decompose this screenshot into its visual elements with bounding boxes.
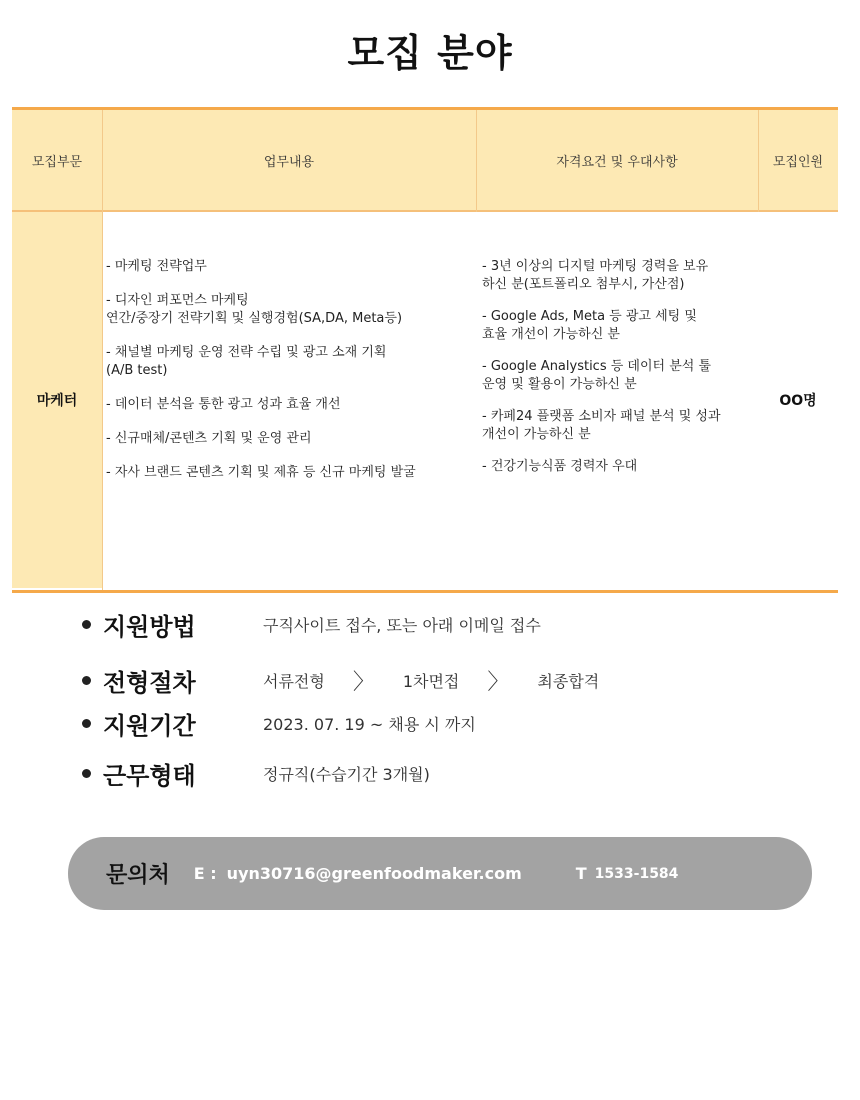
header-duties: 업무내용	[263, 154, 315, 170]
duty-item: - 자사 브랜드 콘텐츠 기획 및 제휴 등 신규 마케팅 발굴	[106, 465, 416, 480]
qualifications-cell	[482, 258, 762, 490]
email-key: E :	[193, 864, 217, 883]
info-process	[82, 663, 599, 698]
contact-bar	[68, 837, 812, 910]
bullet-icon	[82, 620, 91, 629]
qualification-item: - 카페24 플랫폼 소비자 패널 분석 및 성과 개선이 가능하신 분	[482, 409, 721, 442]
process-step: 최종합격	[537, 672, 600, 691]
page-title: 모집 분야	[347, 31, 513, 75]
headcount-cell: OO명	[779, 393, 817, 409]
duty-item: - 마케팅 전략업무	[106, 259, 207, 274]
info-label: 근무형태	[103, 762, 196, 790]
info-value: 2023. 07. 19 ~ 채용 시 까지	[263, 715, 476, 734]
bullet-icon	[82, 769, 91, 778]
duties-cell	[106, 258, 476, 498]
qualification-item: - 3년 이상의 디지털 마케팅 경력을 보유 하신 분(포트폴리오 첨부시, 가산점)	[482, 259, 709, 292]
duty-item: - 데이터 분석을 통한 광고 성과 효율 개선	[106, 397, 341, 412]
table-body-row	[12, 212, 838, 588]
header-headcount: 모집인원	[772, 154, 824, 170]
process-step: 1차면접	[402, 672, 460, 691]
info-period	[82, 706, 476, 741]
info-label: 전형절차	[103, 669, 196, 697]
department-cell: 마케터	[36, 393, 78, 409]
info-label: 지원기간	[103, 712, 196, 740]
qualification-item: - Google Analystics 등 데이터 분석 툴 운영 및 활용이 가능하신 분	[482, 359, 712, 392]
bullet-icon	[82, 676, 91, 685]
duty-item: - 디자인 퍼포먼스 마케팅 연간/중장기 전략기획 및 실행경험(SA,DA, Meta등)	[106, 293, 403, 326]
duty-item: - 채널별 마케팅 운영 전략 수립 및 광고 소재 기획 (A/B test)	[106, 345, 387, 378]
info-method	[82, 607, 541, 642]
info-type	[82, 756, 430, 791]
phone-key: T	[575, 864, 587, 883]
info-value: 정규직(수습기간 3개월)	[263, 765, 430, 784]
header-department: 모집부문	[31, 154, 83, 170]
phone-number[interactable]: 1533-1584	[594, 865, 679, 882]
process-steps	[263, 665, 599, 696]
qualification-item: - Google Ads, Meta 등 광고 세팅 및 효율 개선이 가능하신 분	[482, 309, 697, 342]
header-qualifications: 자격요건 및 우대사항	[556, 154, 678, 170]
bullet-icon	[82, 719, 91, 728]
info-label: 지원방법	[103, 613, 196, 641]
chevron-right-icon: 〉	[352, 670, 375, 695]
process-step: 서류전형	[263, 672, 325, 691]
contact-label: 문의처	[106, 863, 170, 888]
column-divider	[476, 110, 477, 212]
info-value: 구직사이트 접수, 또는 아래 이메일 접수	[263, 616, 541, 635]
chevron-right-icon: 〉	[487, 670, 510, 695]
table-header-row	[12, 110, 838, 212]
column-divider	[102, 110, 103, 590]
qualification-item: - 건강기능식품 경력자 우대	[482, 459, 638, 474]
email-link[interactable]: uyn30716@greenfoodmaker.com	[226, 864, 522, 883]
duty-item: - 신규매체/콘텐츠 기획 및 운영 관리	[106, 431, 312, 446]
column-divider	[758, 110, 759, 212]
recruitment-table	[12, 107, 838, 593]
